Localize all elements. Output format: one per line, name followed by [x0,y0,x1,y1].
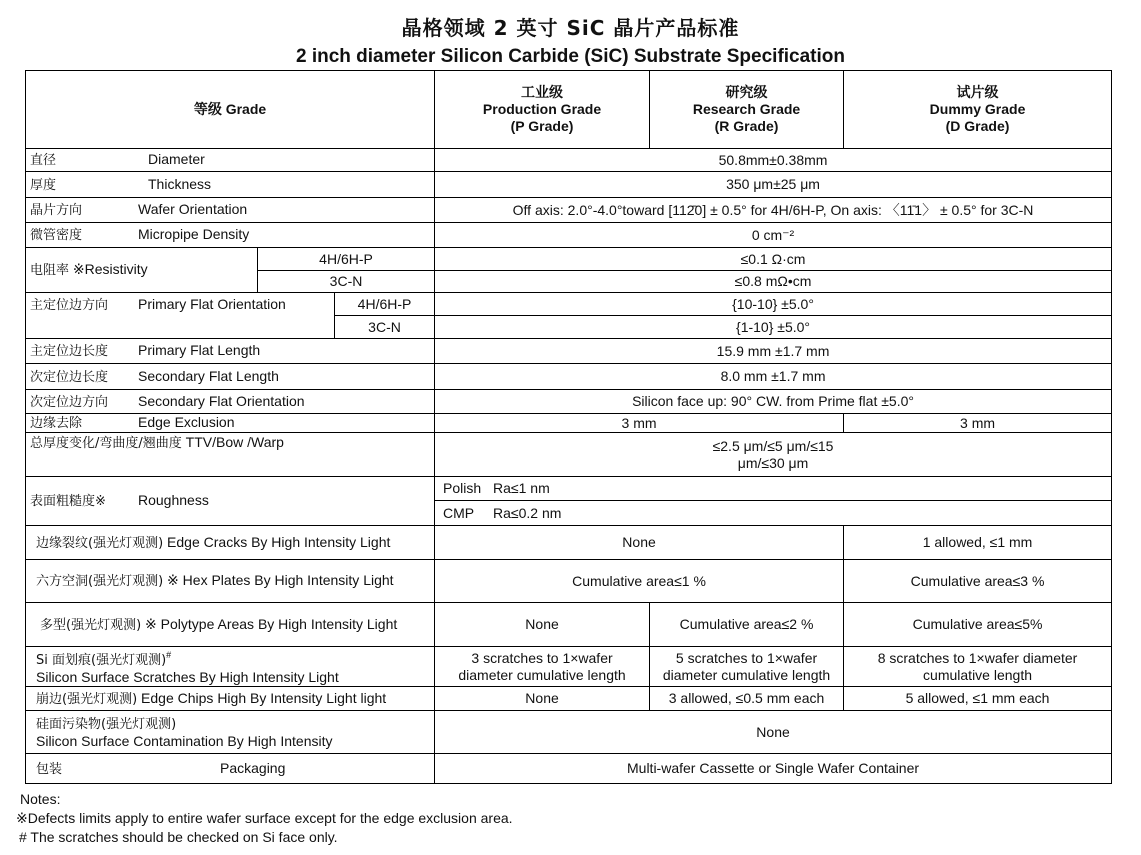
note-scratches: # The scratches should be checked on Si face only. [19,829,338,845]
edge-exclusion-label: 边缘去除 Edge Exclusion [26,414,435,433]
research-grade-en: Research Grade [692,101,801,117]
scratches-label: Si 面划痕(强光灯观测)# Silicon Surface Scratches By High Intensity Light [26,647,435,687]
scratches-value-d: 8 scratches to 1×wafer diameter cumulative length [844,647,1112,687]
diameter-label: 直径 Diameter [26,149,435,172]
primary-flat-value-3c: {1-10} ±5.0° [435,316,1112,339]
thickness-value: 350 μm±25 μm [435,172,1112,198]
edge-exclusion-row [26,414,1112,433]
edge-chips-value-r: 3 allowed, ≤0.5 mm each [650,687,844,711]
production-grade-cn: 工业级 [521,84,564,100]
ttv-value-line2: μm/≤30 μm [737,454,809,471]
polytype-label: 多型(强光灯观测) ※ Polytype Areas By High Intensity Light [26,603,435,647]
primary-flat-orientation-row-1 [26,293,1112,316]
edge-chips-value-d: 5 allowed, ≤1 mm each [844,687,1112,711]
orientation-label: 晶片方向 Wafer Orientation [26,198,435,223]
edge-chips-label: 崩边(强光灯观测) Edge Chips High By Intensity Light light [26,687,435,711]
secondary-flat-length-value: 8.0 mm ±1.7 mm [435,364,1112,390]
diameter-row [26,149,1112,172]
secondary-flat-orientation-value: Silicon face up: 90° CW. from Prime flat ±5.0° [435,390,1112,414]
scratches-row [26,647,1112,687]
polytype-row [26,603,1112,647]
scratches-value-p: 3 scratches to 1×wafer diameter cumulative length [435,647,650,687]
secondary-flat-length-label: 次定位边长度 Secondary Flat Length [26,364,435,390]
hex-plates-value-pr: Cumulative area≤1 % [435,560,844,603]
contamination-label: 硅面污染物(强光灯观测) Silicon Surface Contamination By High Intensity [26,711,435,754]
header-row [26,71,1112,149]
primary-flat-orientation-label: 主定位边方向 Primary Flat Orientation [26,293,335,339]
resistivity-row-1 [26,248,1112,271]
secondary-flat-length-row [26,364,1112,390]
spec-table [25,70,1112,784]
micropipe-row [26,223,1112,248]
ttv-value [435,433,1112,477]
packaging-label: 包装 Packaging [26,754,435,784]
page-title-chinese: 晶格领域 2 英寸 SiC 晶片产品标准 [401,16,740,40]
edge-cracks-value-d: 1 allowed, ≤1 mm [844,526,1112,560]
notes-section [16,790,513,847]
micropipe-label: 微管密度 Micropipe Density [26,223,435,248]
thickness-label: 厚度 Thickness [26,172,435,198]
primary-flat-length-label: 主定位边长度 Primary Flat Length [26,339,435,364]
orientation-value: Off axis: 2.0°-4.0°toward [112̄0] ± 0.5° for 4H/6H-P, On axis: 〈11̄1〉 ± 0.5° for 3C-N [435,198,1112,223]
edge-exclusion-value-pr: 3 mm [435,414,844,433]
research-grade-code: (R Grade) [714,118,779,134]
scratches-value-r: 5 scratches to 1×wafer diameter cumulative length [650,647,844,687]
production-grade-en: Production Grade [482,101,602,117]
edge-exclusion-value-d: 3 mm [844,414,1112,433]
primary-flat-length-row [26,339,1112,364]
edge-chips-row [26,687,1112,711]
diameter-value: 50.8mm±0.38mm [435,149,1112,172]
polytype-value-d: Cumulative area≤5% [844,603,1112,647]
resistivity-type-4h6h: 4H/6H-P [258,248,435,271]
roughness-cmp: CMP Ra≤0.2 nm [435,501,1112,526]
secondary-flat-orientation-row [26,390,1112,414]
note-defects: ※Defects limits apply to entire wafer surface except for the edge exclusion area. [16,810,513,826]
edge-cracks-label: 边缘裂纹(强光灯观测) Edge Cracks By High Intensity Light [26,526,435,560]
roughness-row-1 [26,477,1112,501]
notes-heading: Notes: [20,791,61,807]
hex-plates-row [26,560,1112,603]
resistivity-value-3c: ≤0.8 mΩ•cm [435,271,1112,293]
ttv-label: 总厚度变化/弯曲度/翘曲度 TTV/Bow /Warp [26,433,435,477]
dummy-grade-en: Dummy Grade [929,101,1026,117]
hex-plates-label: 六方空洞(强光灯观测) ※ Hex Plates By High Intensity Light [26,560,435,603]
ttv-value-line1: ≤2.5 μm/≤5 μm/≤15 [712,437,834,454]
micropipe-value: 0 cm⁻² [435,223,1112,248]
edge-cracks-value-pr: None [435,526,844,560]
roughness-polish: Polish Ra≤1 nm [435,477,1112,501]
dummy-grade-code: (D Grade) [945,118,1010,134]
thickness-row [26,172,1112,198]
polytype-value-p: None [435,603,650,647]
edge-chips-value-p: None [435,687,650,711]
research-grade-header [650,71,844,149]
research-grade-cn: 研究级 [725,84,768,100]
primary-flat-length-value: 15.9 mm ±1.7 mm [435,339,1112,364]
hex-plates-value-d: Cumulative area≤3 % [844,560,1112,603]
contamination-row [26,711,1112,754]
edge-cracks-row [26,526,1112,560]
dummy-grade-cn: 试片级 [956,84,999,100]
resistivity-type-3c: 3C-N [258,271,435,293]
primary-flat-value-4h6h: {10-10} ±5.0° [435,293,1112,316]
page-title-english: 2 inch diameter Silicon Carbide (SiC) Substrate Specification [295,46,845,67]
primary-flat-type-3c: 3C-N [335,316,435,339]
orientation-row [26,198,1112,223]
primary-flat-type-4h6h: 4H/6H-P [335,293,435,316]
contamination-value: None [435,711,1112,754]
roughness-label: 表面粗糙度※ Roughness [26,477,435,526]
ttv-row [26,433,1112,477]
packaging-value: Multi-wafer Cassette or Single Wafer Container [435,754,1112,784]
resistivity-label: 电阻率 ※Resistivity [26,248,258,293]
resistivity-value-4h6h: ≤0.1 Ω·cm [435,248,1112,271]
grade-header: 等级 Grade [26,71,435,149]
dummy-grade-header [844,71,1112,149]
packaging-row [26,754,1112,784]
secondary-flat-orientation-label: 次定位边方向 Secondary Flat Orientation [26,390,435,414]
production-grade-code: (P Grade) [510,118,574,134]
production-grade-header [435,71,650,149]
polytype-value-r: Cumulative area≤2 % [650,603,844,647]
